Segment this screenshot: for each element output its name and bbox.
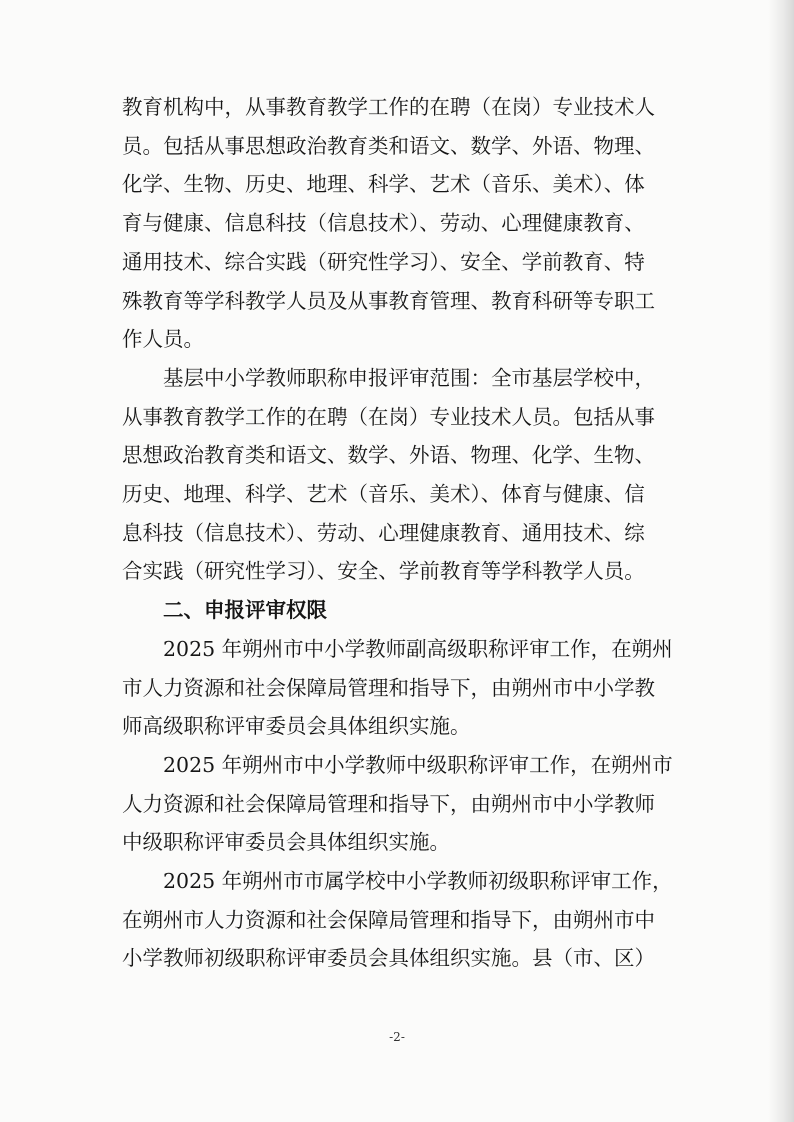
text-line: 中级职称评审委员会具体组织实施。 — [122, 830, 450, 855]
text-line: 师高级职称评审委员会具体组织实施。 — [122, 714, 471, 739]
paragraph-senior-review — [122, 630, 688, 746]
text-line: 历史、地理、科学、艺术（音乐、美术）、体育与健康、信 — [122, 482, 645, 507]
paragraph-grassroots-scope — [122, 359, 688, 591]
text-line: 2025 年朔州市中小学教师副高级职称评审工作，在朔州 — [163, 636, 673, 661]
paragraph-intermediate-review — [122, 746, 688, 862]
text-line: 思想政治教育类和语文、数学、外语、物理、化学、生物、 — [122, 443, 655, 468]
paragraph-scope-continuation — [122, 88, 688, 359]
text-line: 人力资源和社会保障局管理和指导下，由朔州市中小学教师 — [122, 791, 655, 816]
text-line: 从事教育教学工作的在聘（在岗）专业技术人员。包括从事 — [122, 404, 655, 429]
page-number: -2- — [389, 1030, 405, 1044]
section-heading-text: 二、申报评审权限 — [163, 598, 327, 623]
text-line: 基层中小学教师职称申报评审范围：全市基层学校中， — [163, 365, 655, 390]
text-line: 员。包括从事思想政治教育类和语文、数学、外语、物理、 — [122, 133, 655, 158]
paragraph-junior-review — [122, 862, 688, 978]
text-line: 2025 年朔州市中小学教师中级职称评审工作，在朔州市 — [163, 752, 673, 777]
document-body — [122, 88, 688, 978]
text-line: 作人员。 — [122, 327, 204, 352]
text-line: 小学教师初级职称评审委员会具体组织实施。县（市、区） — [122, 946, 655, 971]
text-line: 息科技（信息技术）、劳动、心理健康教育、通用技术、综 — [122, 520, 645, 545]
text-line: 殊教育等学科教学人员及从事教育管理、教育科研等专职工 — [122, 288, 655, 313]
section-heading — [122, 591, 688, 630]
text-line: 2025 年朔州市市属学校中小学教师初级职称评审工作， — [163, 869, 673, 894]
text-line: 教育机构中，从事教育教学工作的在聘（在岗）专业技术人 — [122, 95, 655, 119]
text-line: 化学、生物、历史、地理、科学、艺术（音乐、美术）、体 — [122, 172, 645, 197]
text-line: 市人力资源和社会保障局管理和指导下，由朔州市中小学教 — [122, 675, 655, 700]
text-line: 合实践（研究性学习）、安全、学前教育等学科教学人员。 — [122, 559, 645, 584]
text-line: 在朔州市人力资源和社会保障局管理和指导下，由朔州市中 — [122, 907, 655, 932]
text-line: 通用技术、综合实践（研究性学习）、安全、学前教育、特 — [122, 249, 645, 274]
scan-edge-shadow — [768, 0, 794, 1122]
text-line: 育与健康、信息科技（信息技术）、劳动、心理健康教育、 — [122, 211, 645, 236]
